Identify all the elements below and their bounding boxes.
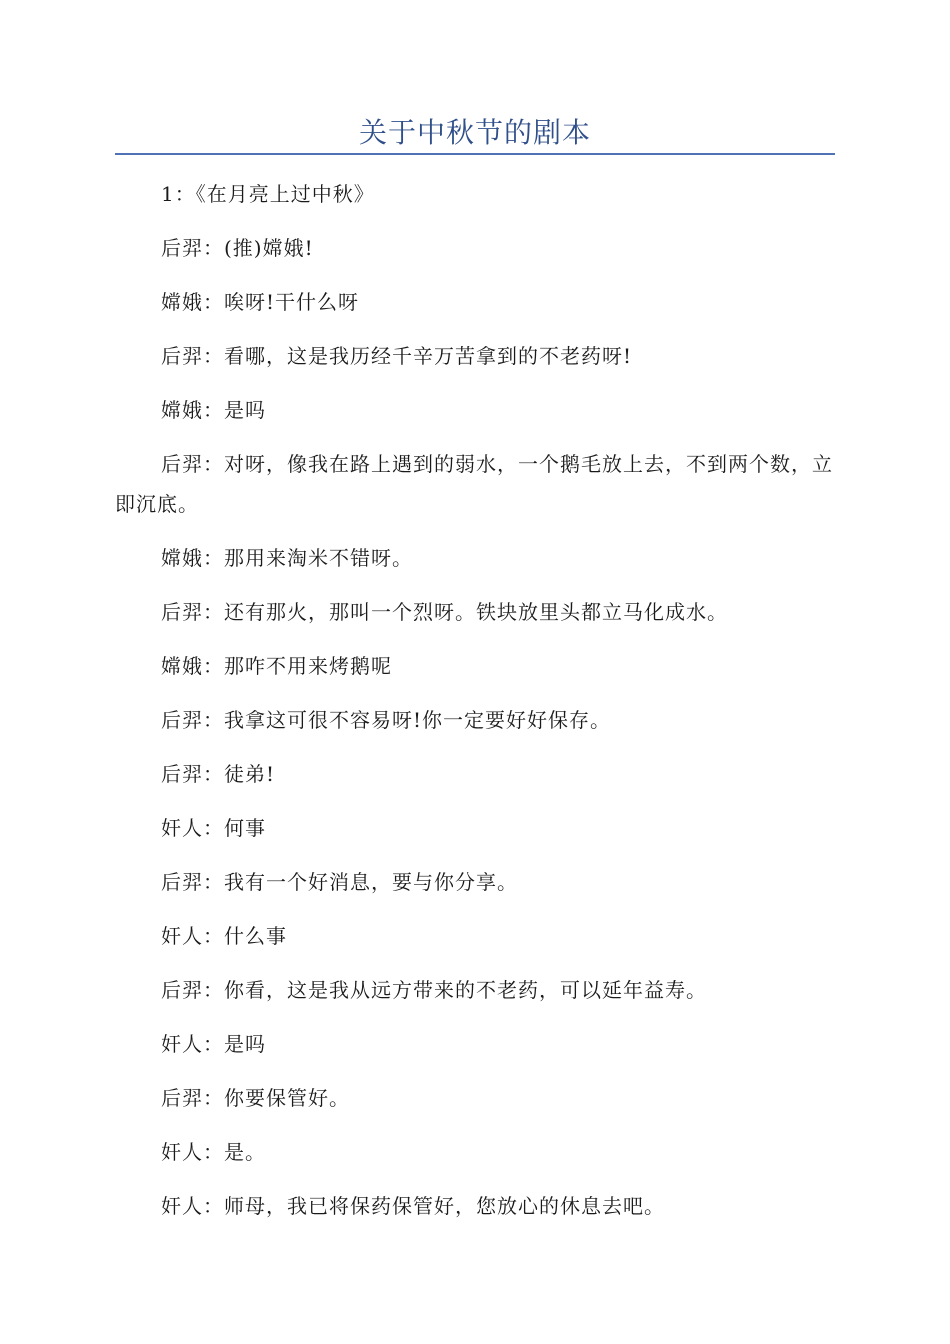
dialogue-line: 后羿：对呀，像我在路上遇到的弱水，一个鹅毛放上去，不到两个数，立即沉底。 [115,452,833,516]
dialogue-line: 奸人：什么事 [161,924,287,948]
dialogue-line: 嫦娥：那咋不用来烤鹅呢 [161,654,392,678]
dialogue-line: 后羿：看哪，这是我历经千辛万苦拿到的不老药呀! [161,344,633,368]
dialogue-line: 奸人：是吗 [161,1032,266,1056]
dialogue-line: 后羿：徒弟! [161,762,276,786]
dialogue-line: 嫦娥：那用来淘米不错呀。 [161,546,413,570]
dialogue-line: 后羿：你要保管好。 [161,1086,350,1110]
script-body [115,174,835,1240]
dialogue-line: 后羿：还有那火，那叫一个烈呀。铁块放里头都立马化成水。 [161,600,728,624]
title-underline [115,153,835,155]
dialogue-line: 奸人：何事 [161,816,266,840]
dialogue-line: 后羿：我拿这可很不容易呀!你一定要好好保存。 [161,708,612,732]
dialogue-line: 嫦娥：是吗 [161,398,266,422]
dialogue-line: 奸人：师母，我已将保药保管好，您放心的休息去吧。 [161,1194,665,1218]
script-heading: 1：《在月亮上过中秋》 [161,182,375,206]
dialogue-line: 后羿：我有一个好消息，要与你分享。 [161,870,518,894]
document-title: 关于中秋节的剧本 [358,116,591,149]
dialogue-line: 奸人：是。 [161,1140,266,1164]
dialogue-line: 后羿：你看，这是我从远方带来的不老药，可以延年益寿。 [161,978,707,1002]
dialogue-line: 后羿：(推)嫦娥! [161,236,314,260]
dialogue-line: 嫦娥：唉呀!干什么呀 [161,290,360,314]
